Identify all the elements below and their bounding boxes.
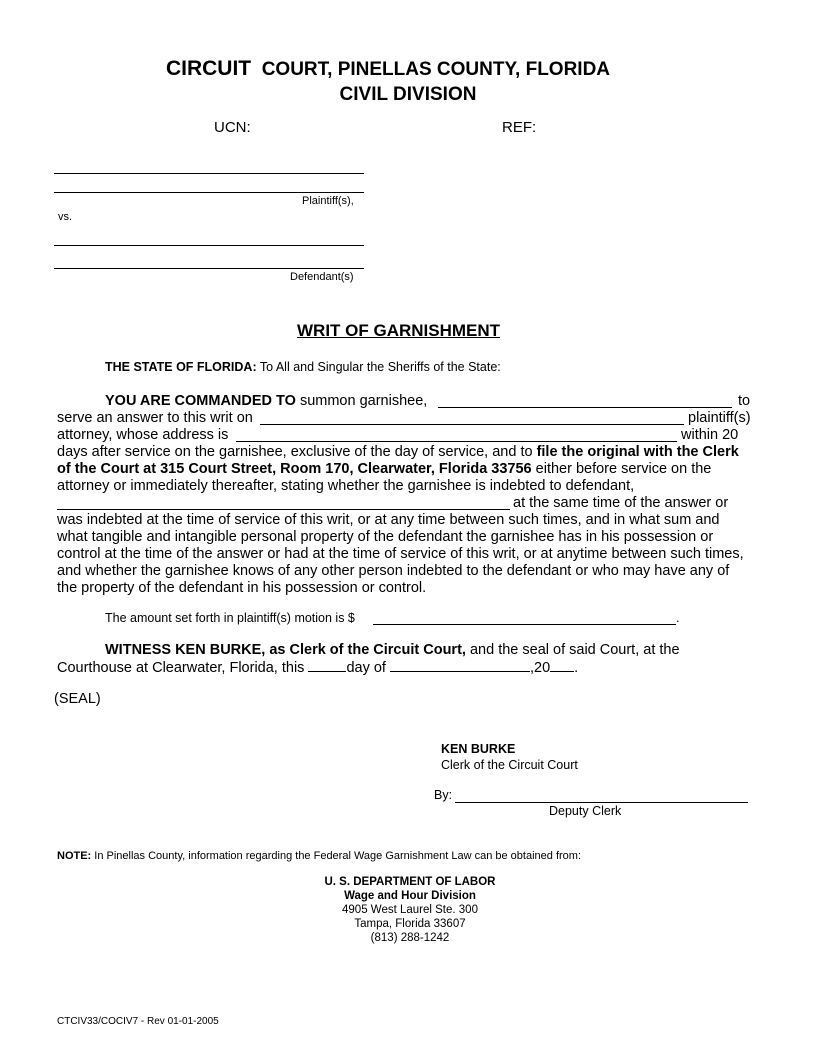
dol-city: Tampa, Florida 33607 xyxy=(354,918,466,930)
address-blank xyxy=(236,441,677,442)
witness-line-2 xyxy=(57,659,578,677)
note-text: In Pinellas County, information regarding the Federal Wage Garnishment Law can be obtained from: xyxy=(94,850,582,862)
command-line-11: and whether the garnishee knows of any other person indebted to the defendant or who may have any of xyxy=(57,563,730,579)
witness-bold: WITNESS KEN BURKE, as Clerk of the Circuit Court, xyxy=(105,642,466,658)
plaintiff-label: Plaintiff(s), xyxy=(302,195,354,207)
command-l1-text: summon garnishee, xyxy=(299,393,428,409)
command-l5-text: either before service on the xyxy=(535,461,712,477)
command-l1-end: to xyxy=(738,393,751,409)
command-l7-end: at the same time of the answer or xyxy=(513,495,729,511)
command-l3-start: attorney, whose address is xyxy=(57,427,229,443)
witness-line-1 xyxy=(105,642,680,659)
witness-l2-d: . xyxy=(574,660,579,676)
command-l3-end: within 20 xyxy=(681,427,739,443)
defendant-line-2 xyxy=(54,268,364,269)
day-blank xyxy=(308,659,346,672)
deputy-label: Deputy Clerk xyxy=(549,804,622,818)
plaintiff-attorney-blank xyxy=(260,424,684,425)
command-line-6: attorney or immediately thereafter, stating whether the garnishee is indebted to defendant, xyxy=(57,478,635,494)
seal-label: (SEAL) xyxy=(54,691,101,707)
greeting-lead: THE STATE OF FLORIDA: xyxy=(105,360,257,374)
clerk-name: KEN BURKE xyxy=(441,742,516,756)
note xyxy=(57,850,581,862)
witness-l2-c: ,20 xyxy=(529,660,551,676)
defendant-line-1 xyxy=(54,245,364,246)
greeting xyxy=(105,360,501,374)
dol-street: 4905 West Laurel Ste. 300 xyxy=(342,904,478,916)
vs-label: vs. xyxy=(58,211,73,223)
court-name: COURT, PINELLAS COUNTY, FLORIDA xyxy=(261,59,611,80)
amount-blank xyxy=(373,624,676,625)
form-number: CTCIV33/COCIV7 - Rev 01-01-2005 xyxy=(57,1016,219,1027)
command-l2-end: plaintiff(s) xyxy=(688,410,751,426)
command-line-5 xyxy=(57,461,711,478)
by-label: By: xyxy=(434,788,453,802)
witness-l2-a: Courthouse at Clearwater, Florida, this xyxy=(57,660,305,676)
month-blank xyxy=(390,659,530,672)
plaintiff-line-1 xyxy=(54,173,364,174)
command-line-4 xyxy=(57,444,739,461)
command-lead: YOU ARE COMMANDED TO xyxy=(105,393,296,409)
division-heading: CIVIL DIVISION xyxy=(339,84,477,105)
plaintiff-line-2 xyxy=(54,192,364,193)
ucn-label: UCN: xyxy=(214,119,251,136)
ref-label: REF: xyxy=(502,119,537,136)
command-line-12: the property of the defendant in his possession or control. xyxy=(57,580,427,596)
command-line-1 xyxy=(105,393,427,410)
command-line-9: what tangible and intangible personal property of the defendant the garnishee has in his possession or xyxy=(57,529,714,545)
witness-l2-b: day of xyxy=(346,660,386,676)
dol-name: U. S. DEPARTMENT OF LABOR xyxy=(324,876,496,888)
signature-line xyxy=(455,802,748,803)
command-l4-text: days after service on the garnishee, exclusive of the day of service, and to xyxy=(57,444,533,460)
clerk-address: of the Court at 315 Court Street, Room 170, Clearwater, Florida 33756 xyxy=(57,461,532,477)
amount-label: The amount set forth in plaintiff(s) motion is $ xyxy=(105,611,355,625)
greeting-rest: To All and Singular the Sheriffs of the State: xyxy=(259,360,501,374)
document-title: WRIT OF GARNISHMENT xyxy=(297,321,501,340)
defendant-blank xyxy=(57,509,510,510)
court-heading xyxy=(0,58,776,81)
dol-division: Wage and Hour Division xyxy=(344,890,476,902)
year-blank xyxy=(550,659,574,672)
amount-end: . xyxy=(676,611,680,625)
command-l4-bold: file the original with the Clerk xyxy=(536,444,739,460)
defendant-label: Defendant(s) xyxy=(290,271,354,283)
clerk-title: Clerk of the Circuit Court xyxy=(441,758,578,772)
garnishee-blank xyxy=(438,407,732,408)
dol-phone: (813) 288-1242 xyxy=(370,932,450,944)
witness-rest: and the seal of said Court, at the xyxy=(469,642,680,658)
command-line-8: was indebted at the time of service of this writ, or at any time between such times, and in what sum and xyxy=(57,512,720,528)
circuit-word: CIRCUIT xyxy=(165,57,252,80)
command-line-10: control at the time of the answer or had at the time of service of this writ, or at anytime between such times, xyxy=(57,546,744,562)
command-l2-start: serve an answer to this writ on xyxy=(57,410,253,426)
note-lead: NOTE: xyxy=(57,850,92,862)
